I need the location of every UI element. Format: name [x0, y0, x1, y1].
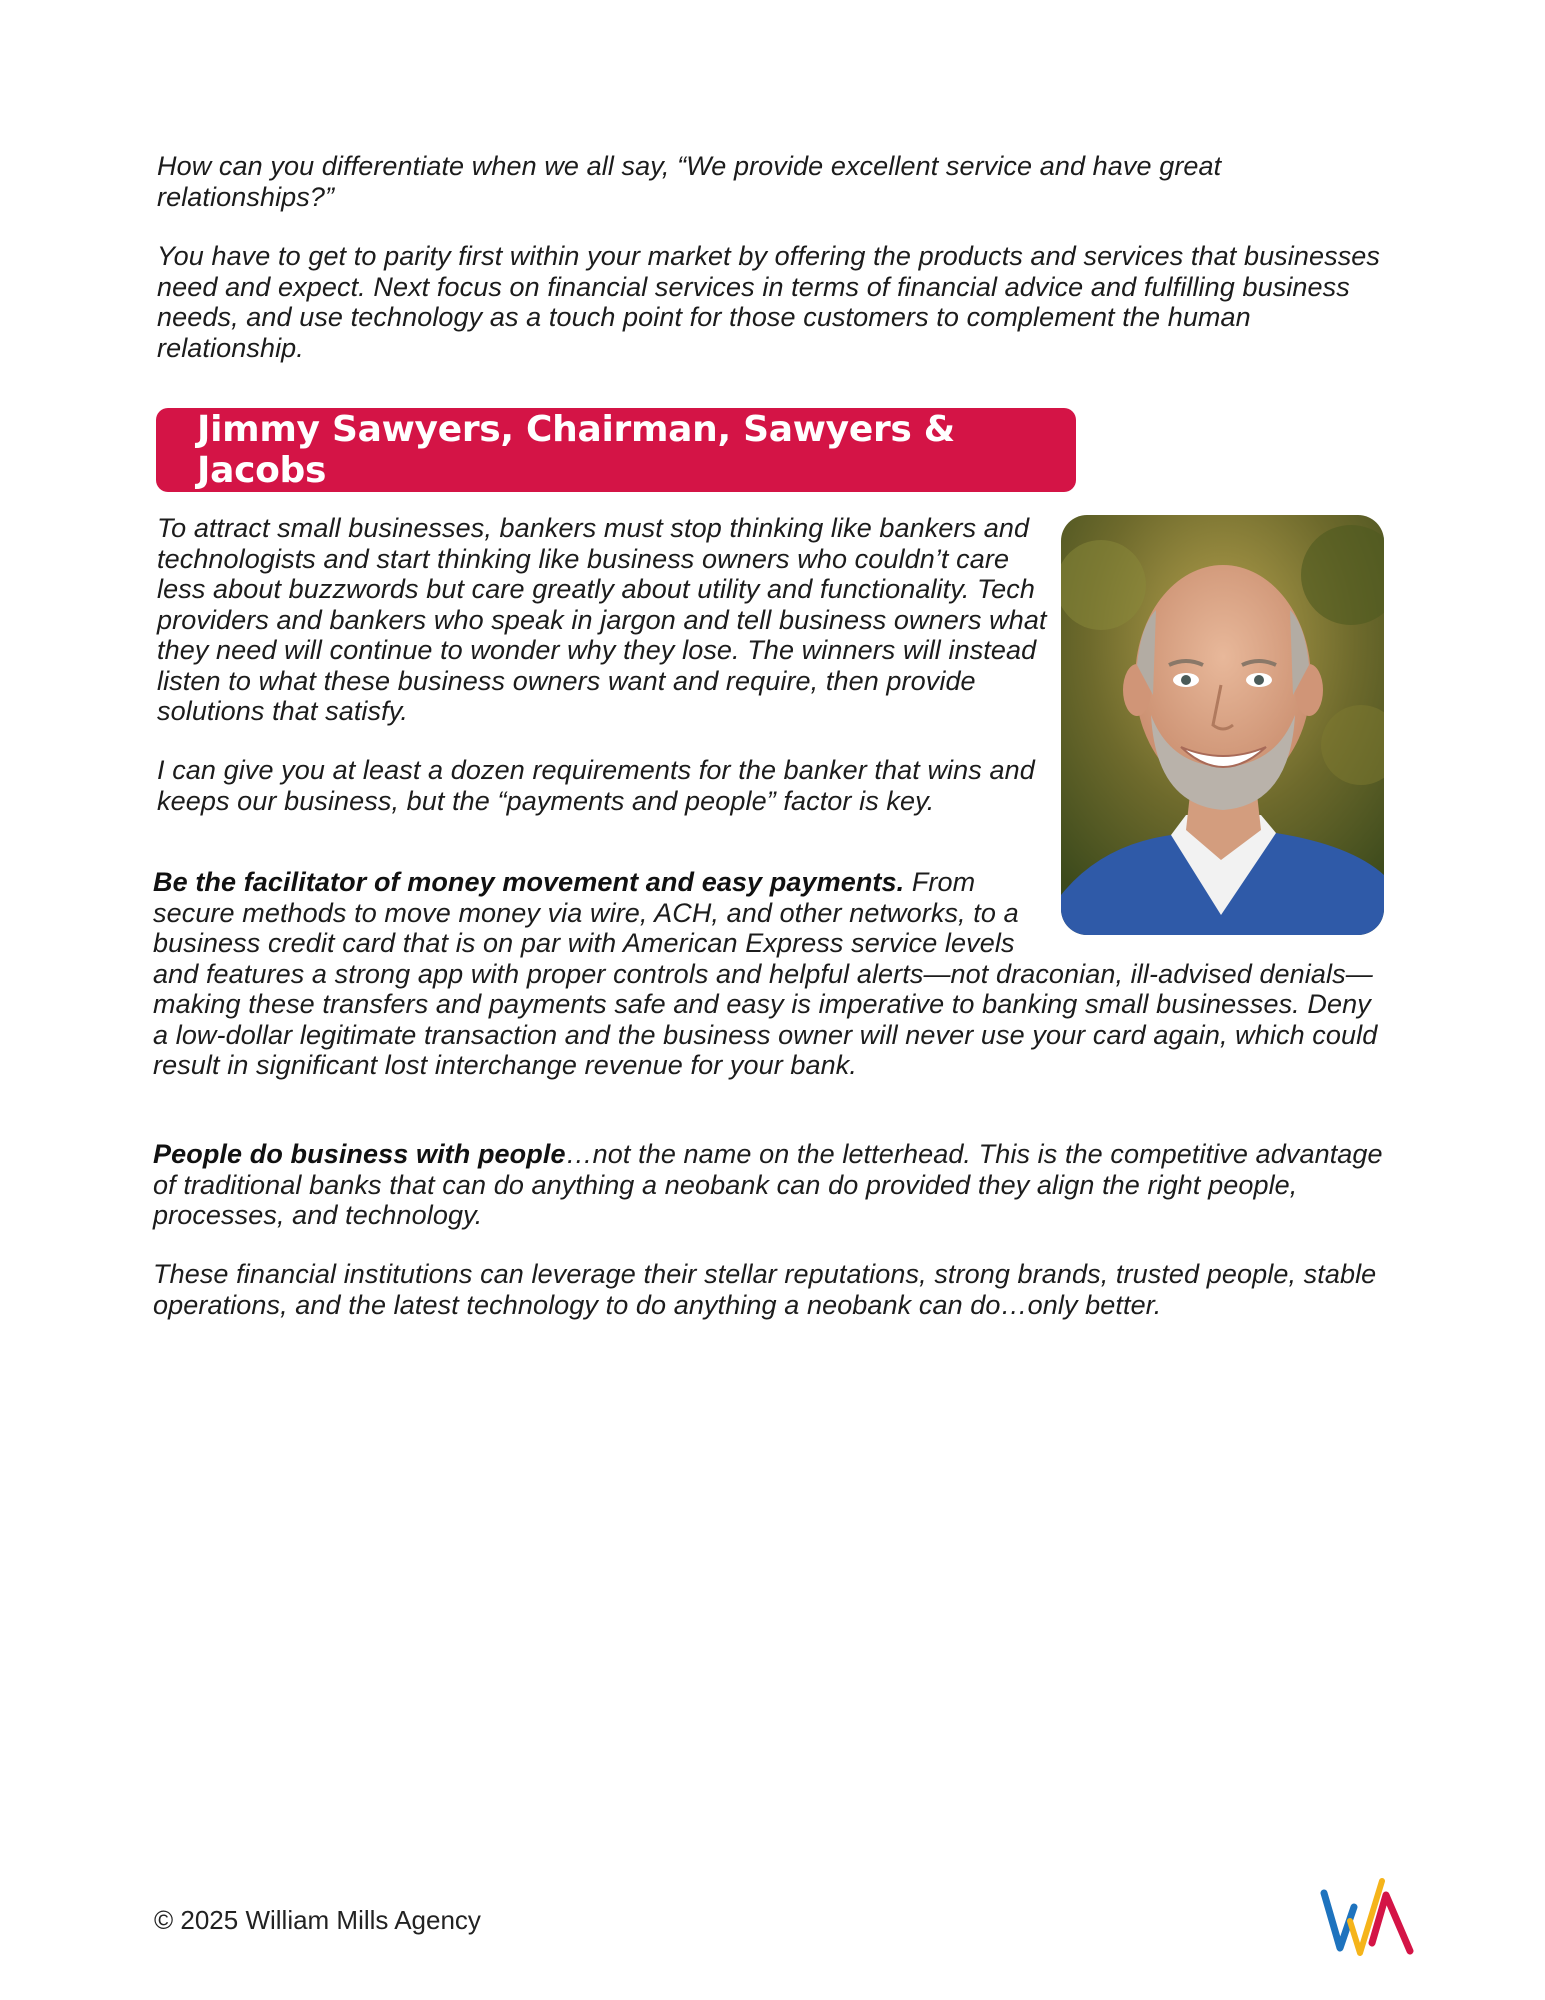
intro-answer: You have to get to parity first within your market by offering the products and services that businesses need and expect. Next focus on financial services in terms of financial advice and fulfilling business needs, and use technology as a touch point for those customers to complement the human relationship.	[157, 241, 1381, 363]
payments-body: From secure methods to move money via wire, ACH, and other networks, to a business credit card that is on par with American Express service levels and features a strong app with proper controls and helpful alerts—not draconian, ill-advised denials—making these transfers and payments safe and easy is imperative to banking small businesses. Deny a low-dollar legitimate transaction and the business owner will never use your card again, which could result in significant lost interchange revenue for your bank.	[153, 867, 1378, 1080]
quote-paragraph-1: To attract small businesses, bankers must stop thinking like bankers and technologists and start thinking like business owners who couldn’t care less about buzzwords but care greatly about utility and functionality. Tech providers and bankers who speak in jargon and tell business owners what they need will continue to wonder why they lose. The winners will instead listen to what these business owners want and require, then provide solutions that satisfy.	[157, 513, 1047, 726]
intro-question: How can you differentiate when we all say, “We provide excellent service and have great relationships?”	[157, 151, 1222, 212]
quote-paragraph-2: I can give you at least a dozen requirements for the banker that wins and keeps our business, but the “payments and people” factor is key.	[157, 755, 1035, 816]
wma-logo-icon	[1320, 1873, 1415, 1963]
people-paragraph	[153, 1139, 1393, 1231]
payments-paragraph	[153, 867, 1393, 1081]
speaker-title: Jimmy Sawyers, Chairman, Sawyers & Jacobs	[197, 409, 955, 491]
closing-paragraph: These financial institutions can leverage their stellar reputations, strong brands, trusted people, stable operations, and the latest technology to do anything a neobank can do…only better.	[153, 1259, 1377, 1320]
copyright-footer: © 2025 William Mills Agency	[154, 1905, 481, 1935]
people-lead: People do business with people	[153, 1139, 566, 1169]
speaker-banner	[156, 408, 1076, 492]
people-body: …not the name on the letterhead. This is the competitive advantage of traditional banks that can do anything a neobank can do provided they align the right people, processes, and technology.	[153, 1139, 1383, 1230]
payments-lead: Be the facilitator of money movement and easy payments.	[153, 867, 905, 897]
